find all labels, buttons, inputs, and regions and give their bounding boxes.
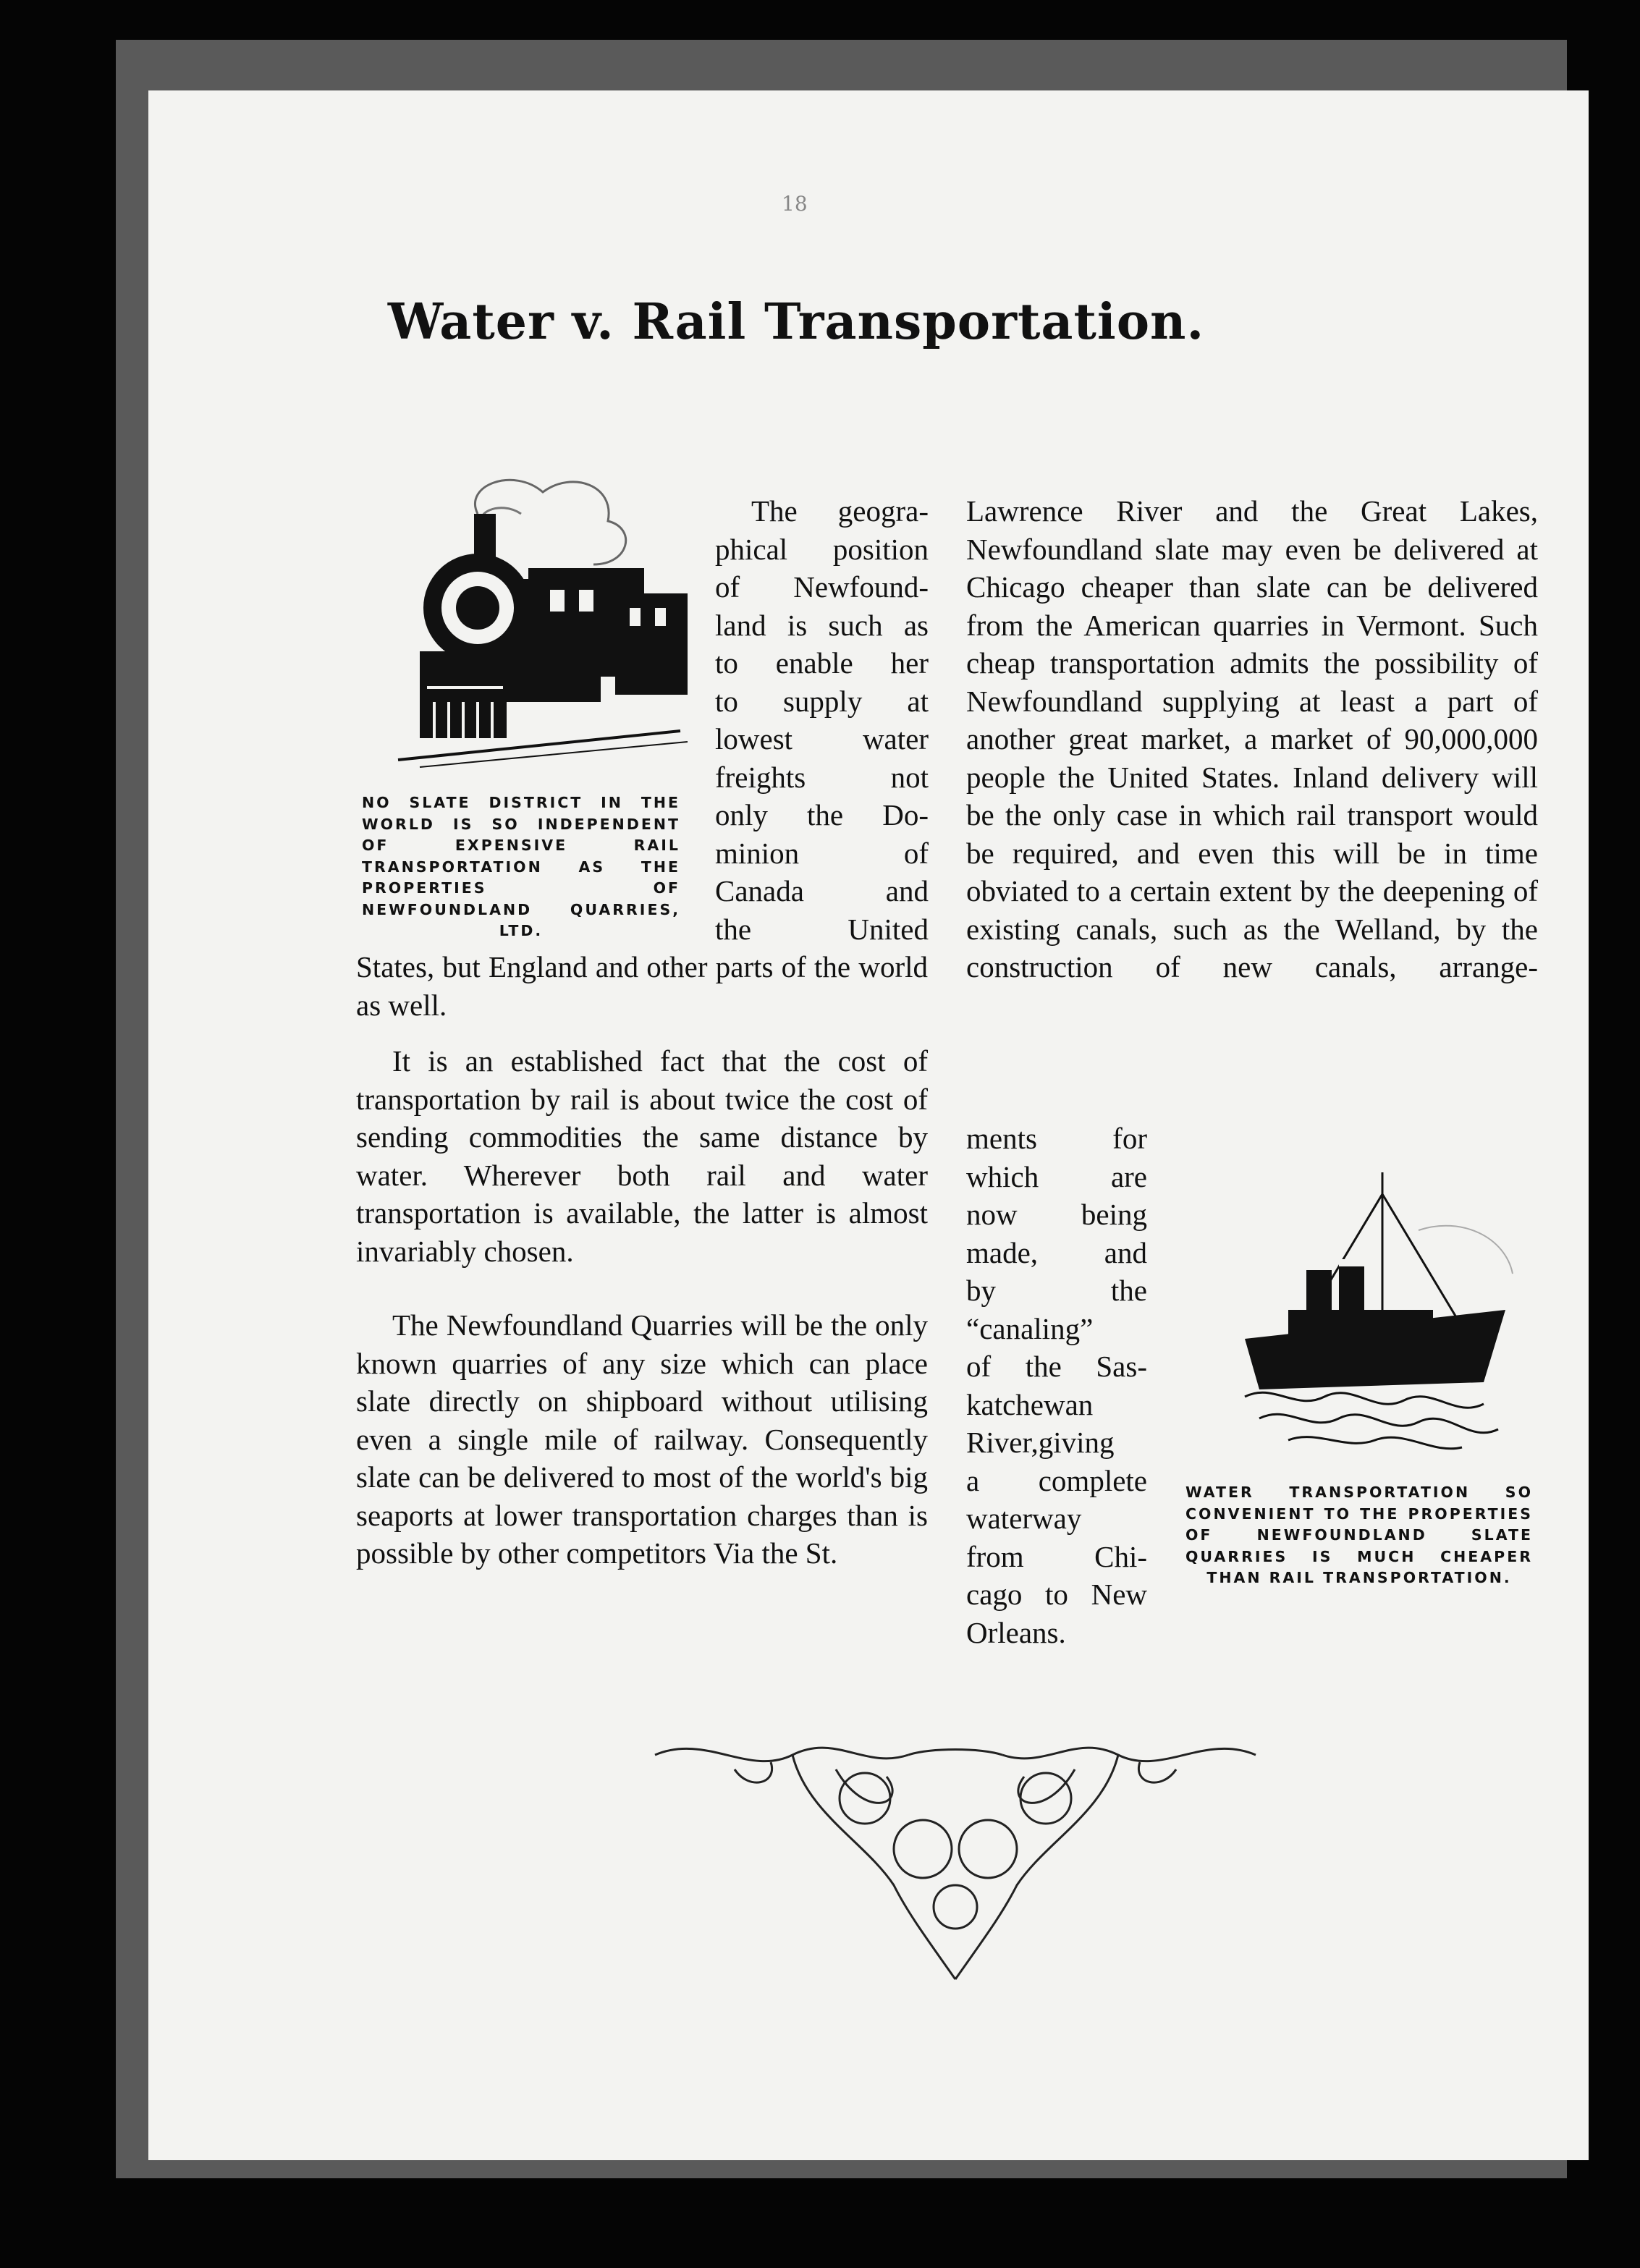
text-line: now being (966, 1198, 1147, 1231)
text-line: of Newfound- (715, 570, 929, 604)
left-paragraph-1-end: States, but England and other parts of the world as well. (356, 950, 928, 1022)
train-caption: NO SLATE DISTRICT IN THE WORLD IS SO INDEPENDENT OF EXPENSIVE RAIL TRANSPORTATION AS THE PROPERTIES OF NEWFOUNDLAND QUARRIES, LTD. (362, 794, 680, 939)
text-line: minion of (715, 836, 929, 870)
text-line: of the Sas- (966, 1350, 1147, 1383)
page-title: Water v. Rail Transportation. (387, 293, 1205, 351)
left-paragraph-3: The Newfoundland Quarries will be the only known quarries of any size which can place slate directly on shipboard without utilising even a single mile of railway. Consequently slate can be delivered to most of the world's big seaports at lower transportation charges than is possible by other competitors Via the St. (356, 1308, 928, 1570)
text-line: “canaling” (966, 1311, 1094, 1345)
text-line: only the Do- (715, 798, 929, 832)
text-line: The geogra- (751, 494, 929, 528)
text-line: lowest water (715, 722, 929, 756)
ship-caption: WATER TRANSPORTATION SO CONVENIENT TO THE PROPERTIES OF NEWFOUNDLAND SLATE QUARRIES IS MUCH CHEAPER THAN RAIL TRANSPORTATION. (1185, 1484, 1533, 1586)
text-line: from Chi- (966, 1539, 1147, 1573)
right-narrow-block (966, 1120, 1147, 1651)
text-line: River,giving (966, 1426, 1115, 1459)
locomotive-icon (376, 470, 695, 774)
left-paragraph-2: It is an established fact that the cost of transportation by rail is about twice the cost of sending commodities the same distance by water. Wherever both rail and water transportation is available, the latter is almost invariably chosen. (356, 1044, 928, 1268)
text-line: waterway (966, 1502, 1082, 1535)
text-line: to supply at (715, 684, 929, 718)
text-line: the United (715, 912, 929, 946)
page-number: 18 (782, 192, 808, 216)
steamship-icon (1230, 1165, 1520, 1462)
text-line: to enable her (715, 646, 929, 680)
text-line: phical position (715, 532, 929, 566)
text-line: a complete (966, 1463, 1147, 1497)
text-line: katchewan (966, 1387, 1094, 1421)
text-line: Orleans. (966, 1615, 1066, 1649)
text-line: cago to New (966, 1578, 1147, 1611)
text-line: freights not (715, 760, 929, 794)
text-line: land is such as (715, 608, 929, 642)
text-line: Canada and (715, 874, 929, 907)
left-narrow-block (715, 492, 929, 948)
text-line: by the (966, 1274, 1147, 1307)
scroll-ornament-icon (648, 1726, 1263, 1986)
text-line: ments for (966, 1122, 1147, 1155)
text-line: made, and (966, 1235, 1147, 1269)
right-paragraph-1: Lawrence River and the Great Lakes, Newfoundland slate may even be delivered at Chicago cheaper than slate can be delivered from the American quarries in Vermont. Such cheap transportation admits the possibility of Newfoundland supplying at least a part of another great market, a market of 90,000,000 people the United States. Inland delivery will be the only case in which rail transport would be required, and even this will be in time obviated to a certain extent by the deepening of existing canals, such as the Welland, by the construction of new canals, arrange- (966, 494, 1538, 983)
text-line: which are (966, 1159, 1147, 1193)
